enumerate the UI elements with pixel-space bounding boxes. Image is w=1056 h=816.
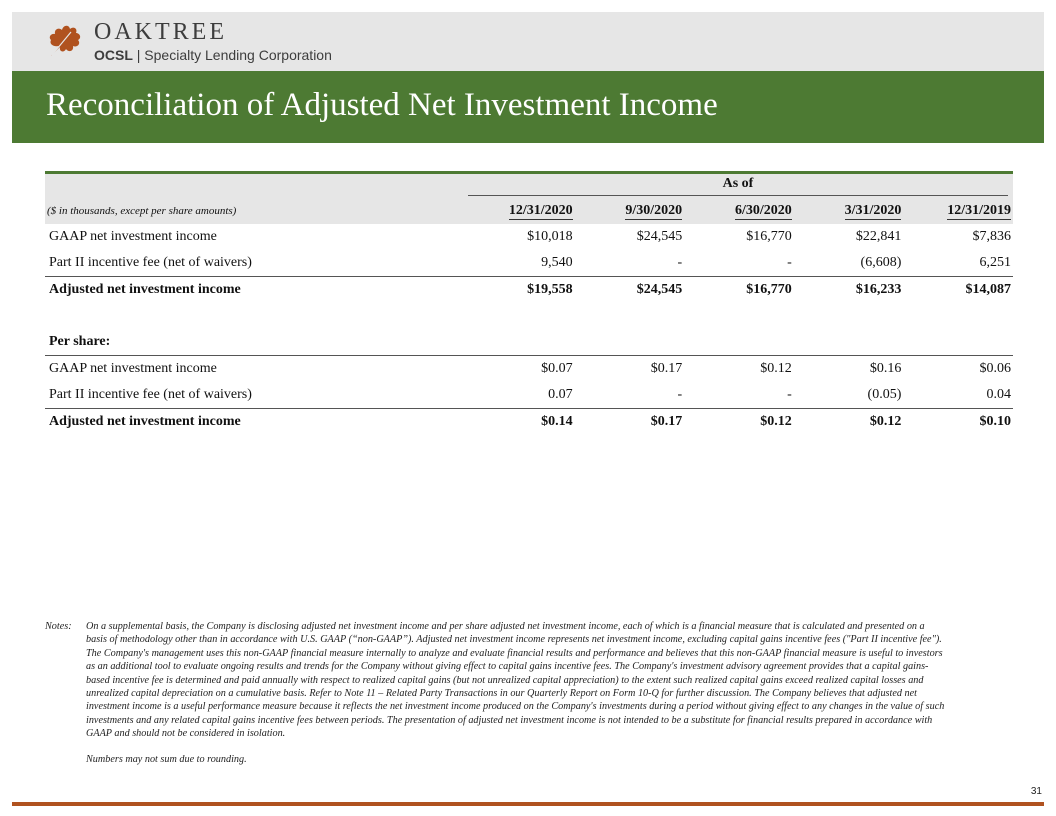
table-row (45, 224, 1013, 250)
column-header: 12/31/2020 (508, 203, 573, 218)
cell: - (677, 387, 683, 402)
cell: $0.17 (575, 409, 685, 436)
cell: - (787, 255, 792, 270)
cell: $19,558 (465, 277, 575, 304)
cell: $16,233 (794, 277, 904, 304)
as-of-label: As of (468, 176, 1008, 196)
as-of-row (45, 174, 1013, 198)
column-header: 6/30/2020 (735, 203, 792, 218)
spacer-row (45, 303, 1013, 329)
cell: - (787, 387, 792, 402)
per-share-heading: Per share: (45, 329, 465, 356)
cell: $0.10 (903, 409, 1013, 436)
notes-body: On a supplemental basis, the Company is disclosing adjusted net investment income and per share adjusted net investment income, each of which is a financial measure that is calculated and presented on a basis of methodology other than in accordance with U.S. GAAP (“non-GAAP”). Adjusted net investment income represents net investment income, excluding capital gains incentive fees ("Part II incentive fee"). The Company's management uses this non-GAAP financial measure internally to analyze and evaluate financial results and performance and believes that this non-GAAP financial measure is useful to investors as an additional tool to evaluate ongoing results and trends for the Company without giving effect to capital gains incentive fees. The Company's investment advisory agreement provides that a capital gains-based incentive fee is determined and paid annually with respect to realized capital gains (but not unrealized capital appreciation) to the extent such realized capital gains exceed realized capital losses and unrealized capital depreciation on a cumulative basis. Refer to Note 11 – Related Party Transactions in our Quarterly Report on Form 10-Q for further discussion. The Company believes that adjusted net investment income is a useful performance measure because it reflects the net investment income produced on the Company's investments during a period without giving effect to any changes in the value of such investments and any related capital gains incentive fees between periods. The presentation of adjusted net investment income is not intended to be a substitute for financial results prepared in accordance with GAAP and should not be considered in isolation. (86, 621, 945, 740)
column-header: 3/31/2020 (844, 203, 902, 218)
row-label: GAAP net investment income (49, 361, 217, 376)
cell: $0.17 (650, 361, 683, 376)
cell: - (677, 255, 683, 270)
row-label: Part II incentive fee (net of waivers) (49, 255, 252, 270)
per-share-heading-row (45, 329, 1013, 356)
cell: 0.07 (548, 387, 573, 402)
column-header: 12/31/2019 (947, 203, 1012, 218)
cell: $0.12 (760, 361, 792, 376)
cell: $24,545 (575, 277, 685, 304)
cell: $0.12 (794, 409, 904, 436)
notes-section (45, 620, 945, 766)
page-number: 31 (1030, 786, 1042, 797)
bottom-rule (12, 802, 1044, 806)
row-label: Adjusted net investment income (45, 409, 465, 436)
cell: 0.04 (986, 387, 1012, 402)
brand-name: OAKTREE (94, 19, 227, 45)
rounding-note: Numbers may not sum due to rounding. (86, 753, 247, 765)
column-header-row (45, 198, 1013, 224)
cell: $0.12 (684, 409, 794, 436)
page-title: Reconciliation of Adjusted Net Investment Income (46, 87, 718, 123)
oak-leaf-logo-icon (45, 20, 85, 60)
cell: $0.07 (541, 361, 573, 376)
cell: $14,087 (903, 277, 1013, 304)
cell: $0.06 (979, 361, 1012, 376)
cell: $22,841 (855, 229, 902, 244)
units-label: ($ in thousands, except per share amounts) (45, 198, 465, 224)
ticker: OCSL (94, 47, 133, 63)
cell: (6,608) (860, 255, 902, 270)
table-row-total (45, 277, 1013, 304)
reconciliation-table (45, 171, 1013, 435)
row-label: Part II incentive fee (net of waivers) (49, 387, 252, 402)
row-label: Adjusted net investment income (45, 277, 465, 304)
cell: $16,770 (746, 229, 792, 244)
cell: $10,018 (527, 229, 573, 244)
cell: $24,545 (636, 229, 683, 244)
company-subtitle (94, 47, 332, 63)
cell: 9,540 (541, 255, 573, 270)
column-header: 9/30/2020 (625, 203, 683, 218)
table-row (45, 250, 1013, 277)
notes-label: Notes: (45, 621, 72, 632)
cell: (0.05) (867, 387, 902, 402)
cell: $16,770 (684, 277, 794, 304)
cell: $7,836 (972, 229, 1012, 244)
company-name: | Specialty Lending Corporation (136, 47, 332, 63)
table-row (45, 382, 1013, 409)
table-row (45, 356, 1013, 383)
title-band (12, 71, 1044, 143)
table-row-total (45, 409, 1013, 436)
cell: 6,251 (979, 255, 1012, 270)
cell: $0.16 (869, 361, 902, 376)
cell: $0.14 (465, 409, 575, 436)
row-label: GAAP net investment income (49, 229, 217, 244)
